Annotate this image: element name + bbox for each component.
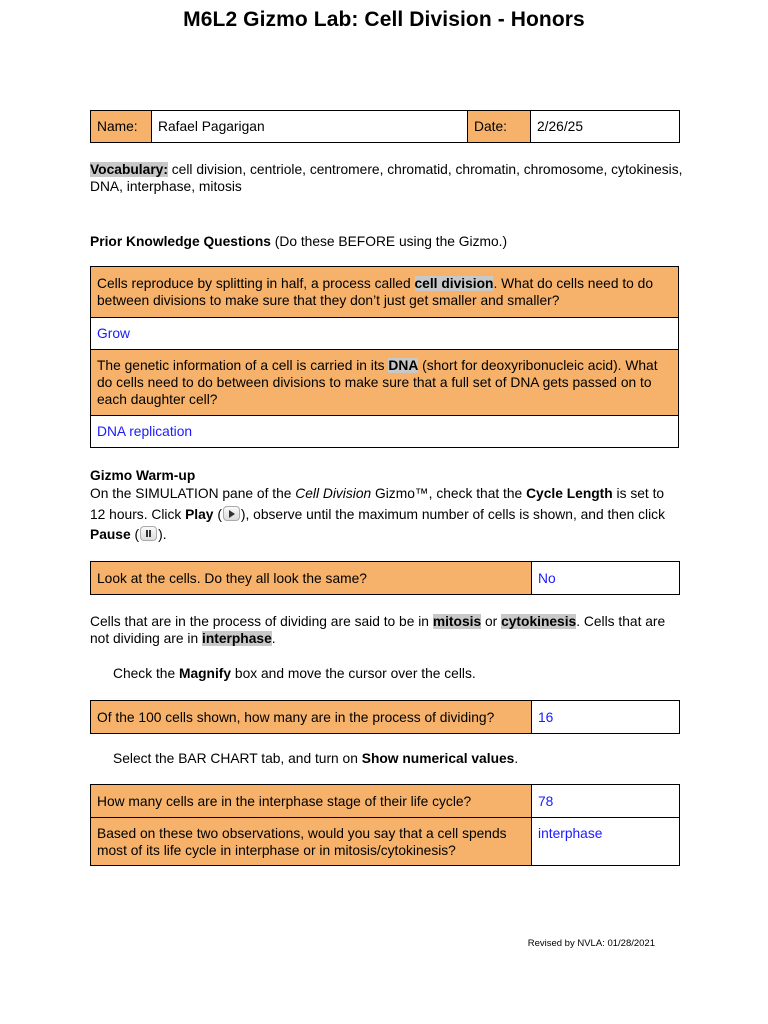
name-field[interactable]: Rafael Pagarigan [152, 111, 468, 143]
pause-term: Pause [90, 527, 131, 542]
question-2-text-a: The genetic information of a cell is carried in its [97, 358, 389, 373]
cells-same-table [90, 561, 680, 595]
cycle-length-term: Cycle Length [526, 486, 613, 501]
magnify-instruction [113, 666, 476, 681]
question-cells-same: Look at the cells. Do they all look the same? [91, 562, 532, 595]
answer-life-cycle[interactable]: interphase [532, 818, 680, 866]
revision-footer: Revised by NVLA: 01/28/2021 [527, 938, 655, 949]
question-1 [91, 267, 679, 318]
term-dna: DNA [388, 358, 419, 373]
play-icon [223, 506, 240, 521]
barchart-text: . [514, 751, 519, 766]
bar-chart-instruction [113, 751, 518, 766]
date-field[interactable]: 2/26/25 [531, 111, 680, 143]
answer-2[interactable]: DNA replication [91, 416, 679, 448]
name-date-table [90, 110, 680, 143]
answer-1[interactable]: Grow [91, 318, 679, 350]
vocabulary-text: cell division, centriole, centromere, chromatid, chromatin, chromosome, cytokinesis, DNA, interphase, mitosis [90, 162, 683, 194]
mitosis-text: . Cells that are not dividing are in [90, 614, 666, 646]
mitosis-text: or [481, 614, 502, 629]
warmup-text: ( [213, 506, 222, 522]
vocabulary-paragraph [90, 161, 690, 195]
vocabulary-label: Vocabulary: [90, 162, 168, 177]
play-term: Play [185, 506, 214, 522]
term-cell-division: cell division [414, 276, 494, 291]
magnify-text: Check the [113, 666, 179, 681]
term-interphase: interphase [201, 631, 272, 646]
mitosis-text: Cells that are in the process of dividing are said to be in [90, 614, 433, 629]
pause-icon [140, 526, 157, 541]
warmup-section [90, 467, 680, 546]
question-interphase-count: How many cells are in the interphase stage of their life cycle? [91, 785, 532, 818]
mitosis-text: . [271, 631, 276, 646]
prior-knowledge-note: (Do these BEFORE using the Gizmo.) [270, 234, 508, 249]
question-1-text-b: . What do cells need to do between divisions to make sure that they don’t just get smaller and smaller? [97, 276, 654, 308]
prior-knowledge-table [90, 266, 679, 448]
warmup-heading: Gizmo Warm-up [90, 468, 196, 483]
warmup-text: is set to 12 hours. Click [90, 486, 665, 522]
question-life-cycle: Based on these two observations, would you say that a cell spends most of its life cycle in interphase or in mitosis/cytokinesis? [91, 818, 532, 866]
prior-knowledge-heading [90, 233, 690, 250]
term-cytokinesis: cytokinesis [501, 614, 577, 629]
warmup-text: ). [158, 527, 167, 542]
magnify-term: Magnify [178, 666, 232, 681]
date-label: Date: [468, 111, 531, 143]
barchart-text: Select the BAR CHART tab, and turn on [113, 751, 362, 766]
gizmo-name: Cell Division [295, 486, 372, 501]
prior-knowledge-title: Prior Knowledge Questions [90, 234, 271, 249]
warmup-text: On the SIMULATION pane of the [90, 486, 296, 501]
question-2-text-b: (short for deoxyribonucleic acid). What do cells need to do between divisions to make sure that a full set of DNA gets passed on to each daughter cell? [97, 358, 658, 407]
warmup-text: ), observe until the maximum number of cells is shown, and then click [240, 506, 665, 522]
name-label: Name: [91, 111, 152, 143]
question-dividing: Of the 100 cells shown, how many are in the process of dividing? [91, 701, 532, 734]
question-2 [91, 350, 679, 416]
term-mitosis: mitosis [432, 614, 482, 629]
answer-dividing[interactable]: 16 [532, 701, 680, 734]
show-values-term: Show numerical values [361, 751, 515, 766]
answer-interphase-count[interactable]: 78 [532, 785, 680, 818]
dividing-table [90, 700, 680, 734]
mitosis-paragraph [90, 613, 680, 647]
warmup-text: Gizmo™, check that the [371, 486, 527, 501]
page-title: M6L2 Gizmo Lab: Cell Division - Honors [183, 8, 585, 31]
magnify-text: box and move the cursor over the cells. [231, 666, 476, 681]
warmup-text: ( [130, 527, 140, 542]
bar-chart-questions-table [90, 784, 680, 866]
answer-cells-same[interactable]: No [532, 562, 680, 595]
question-1-text-a: Cells reproduce by splitting in half, a process called [97, 276, 415, 291]
